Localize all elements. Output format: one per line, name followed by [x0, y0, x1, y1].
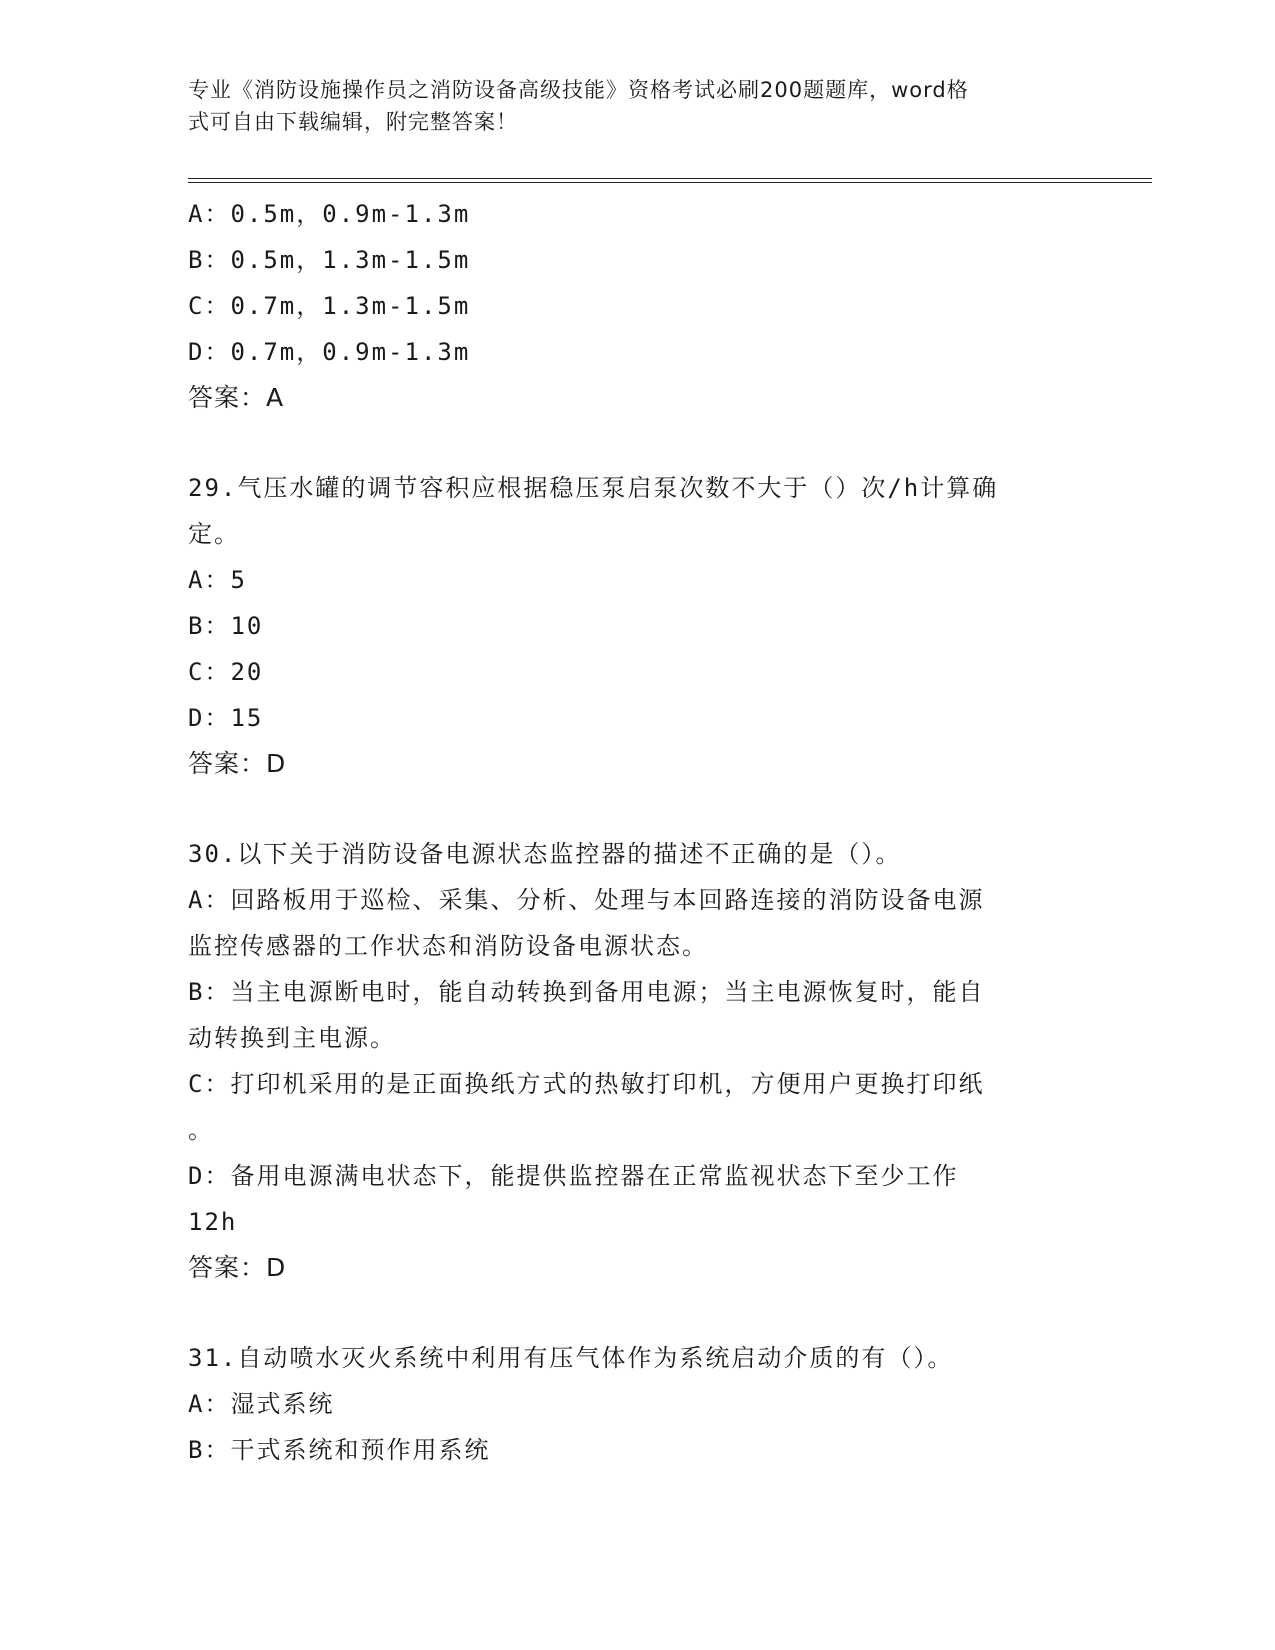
header-line-1: 专业《消防设施操作员之消防设备高级技能》资格考试必刷200题题库，word格	[188, 78, 969, 102]
option-d-line-1: D：备用电源满电状态下，能提供监控器在正常监视状态下至少工作	[188, 1162, 959, 1190]
document-header	[188, 74, 1068, 138]
answer: 答案：A	[188, 383, 285, 412]
option-c-line-2: 。	[188, 1116, 214, 1144]
question-list	[188, 191, 1088, 1473]
option-a: A：湿式系统	[188, 1390, 335, 1418]
question-31	[188, 1335, 1088, 1473]
option-c: C：20	[188, 658, 264, 686]
option-d-line-2: 12h	[188, 1208, 238, 1236]
option-b-line-2: 动转换到主电源。	[188, 1024, 396, 1052]
option-a-line-1: A：回路板用于巡检、采集、分析、处理与本回路连接的消防设备电源	[188, 886, 985, 914]
question-gap	[188, 1291, 1088, 1335]
option-d: D：0.7m，0.9m-1.3m	[188, 338, 471, 366]
option-c: C：0.7m，1.3m-1.5m	[188, 292, 471, 320]
option-b-line-1: B：当主电源断电时，能自动转换到备用电源；当主电源恢复时，能自	[188, 978, 985, 1006]
question-28	[188, 191, 1088, 421]
header-rule-top	[188, 178, 1152, 179]
question-stem: 30.以下关于消防设备电源状态监控器的描述不正确的是（）。	[188, 840, 902, 868]
answer: 答案：D	[188, 749, 287, 778]
question-30	[188, 831, 1088, 1291]
option-b: B：0.5m，1.3m-1.5m	[188, 246, 471, 274]
option-a: A：0.5m，0.9m-1.3m	[188, 200, 471, 228]
header-rule-bottom	[188, 182, 1152, 183]
question-stem: 31.自动喷水灭火系统中利用有压气体作为系统启动介质的有（）。	[188, 1344, 954, 1372]
option-b: B：10	[188, 612, 264, 640]
question-29	[188, 465, 1088, 787]
option-d: D：15	[188, 704, 264, 732]
question-stem-line-2: 定。	[188, 520, 240, 548]
option-a: A：5	[188, 566, 247, 594]
option-b: B：干式系统和预作用系统	[188, 1436, 491, 1464]
answer: 答案：D	[188, 1253, 287, 1282]
header-line-2: 式可自由下载编辑，附完整答案！	[188, 110, 518, 134]
question-gap	[188, 421, 1088, 465]
option-a-line-2: 监控传感器的工作状态和消防设备电源状态。	[188, 932, 708, 960]
option-c-line-1: C：打印机采用的是正面换纸方式的热敏打印机，方便用户更换打印纸	[188, 1070, 985, 1098]
question-stem-line-1: 29.气压水罐的调节容积应根据稳压泵启泵次数不大于（）次/h计算确	[188, 474, 999, 502]
question-gap	[188, 787, 1088, 831]
